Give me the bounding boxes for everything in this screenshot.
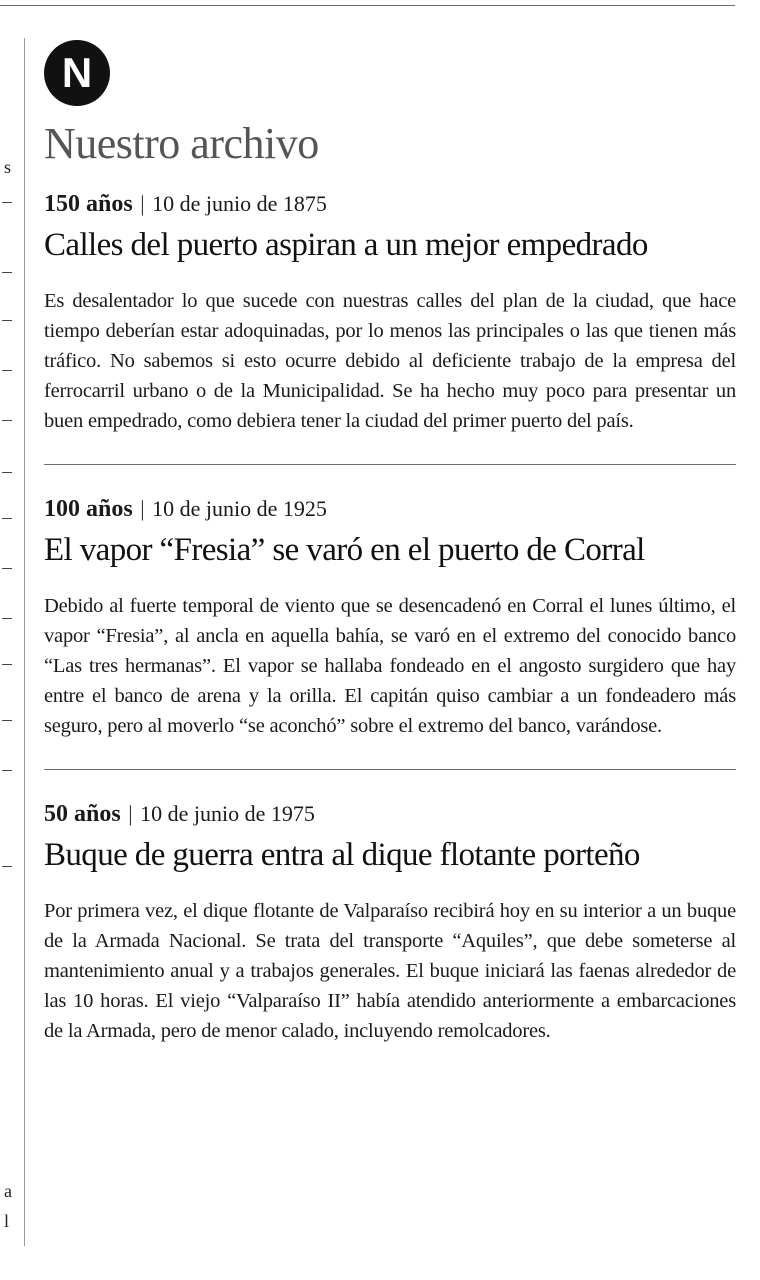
section-title: Nuestro archivo	[44, 119, 319, 168]
adjacent-column-tick	[2, 664, 12, 665]
adjacent-column-tick	[2, 272, 12, 273]
kicker-separator: |	[140, 191, 145, 216]
archive-entry	[44, 190, 736, 436]
adjacent-column-tick	[2, 770, 12, 771]
kicker-separator: |	[128, 801, 133, 826]
adjacent-column-tick	[2, 618, 12, 619]
entry-years: 50 años	[44, 801, 121, 827]
adjacent-column-tick	[2, 866, 12, 867]
adjacent-column-tick	[2, 320, 12, 321]
adjacent-column-tick	[2, 370, 12, 371]
adjacent-column-tick	[2, 518, 12, 519]
adjacent-column-tick	[2, 568, 12, 569]
entry-date: 10 de junio de 1875	[152, 191, 327, 216]
entry-kicker	[44, 800, 736, 828]
adjacent-column-edge	[0, 40, 18, 1250]
archive-column	[44, 40, 736, 1046]
top-rule	[0, 5, 735, 6]
entry-headline: Buque de guerra entra al dique flotante porteño	[44, 837, 640, 873]
kicker-separator: |	[140, 496, 145, 521]
entry-body: Por primera vez, el dique flotante de Valparaíso recibirá hoy en su interior a un buque de la Armada Nacional. Se trata del transporte “Aquiles”, que debe someterse al mantenimiento anual y a trabajos generales. El buque iniciará las faenas alrededor de las 10 horas. El viejo “Valparaíso II” había atendido anteriormente a embarcaciones de la Armada, pero de menor calado, incluyendo remolcadores.	[44, 900, 736, 1042]
entry-date: 10 de junio de 1925	[152, 496, 327, 521]
adjacent-column-tick	[2, 720, 12, 721]
entry-date: 10 de junio de 1975	[140, 801, 315, 826]
adjacent-column-tick	[2, 202, 12, 203]
entry-body: Debido al fuerte temporal de viento que se desencadenó en Corral el lunes último, el vapor “Fresia”, al ancla en aquella bahía, se varó en el extremo del conocido banco “Las tres hermanas”. El vapor se hallaba fondeado en el angosto surgidero que hay entre el banco de arena y la orilla. El capitán quiso cambiar a un fondeadero más seguro, pero al moverlo “se aconchó” sobre el extremo del banco, varándose.	[44, 595, 736, 737]
entry-headline: El vapor “Fresia” se varó en el puerto de Corral	[44, 532, 645, 568]
adjacent-column-tick	[2, 420, 12, 421]
entry-divider	[44, 464, 736, 465]
entry-divider	[44, 769, 736, 770]
entry-kicker	[44, 495, 736, 523]
entry-headline: Calles del puerto aspiran a un mejor empedrado	[44, 227, 648, 263]
archive-entry	[44, 495, 736, 741]
adjacent-column-fragment: s	[4, 157, 12, 177]
entry-kicker	[44, 190, 736, 218]
entry-years: 100 años	[44, 496, 133, 522]
adjacent-column-fragment: l	[4, 1211, 10, 1231]
adjacent-column-fragment: a	[4, 1181, 12, 1201]
section-logo: N	[44, 40, 110, 106]
entry-body: Es desalentador lo que sucede con nuestras calles del plan de la ciudad, que hace tiempo deberían estar adoquinadas, por lo menos las principales o las que tienen más tráfico. No sabemos si esto ocurre debido al deficiente trabajo de la empresa del ferrocarril urbano o de la Municipalidad. Se ha hecho muy poco para presentar un buen empedrado, como debiera tener la ciudad del primer puerto del país.	[44, 290, 736, 432]
column-rule	[24, 38, 25, 1246]
adjacent-column-tick	[2, 472, 12, 473]
archive-entry	[44, 800, 736, 1046]
entry-years: 150 años	[44, 191, 133, 217]
